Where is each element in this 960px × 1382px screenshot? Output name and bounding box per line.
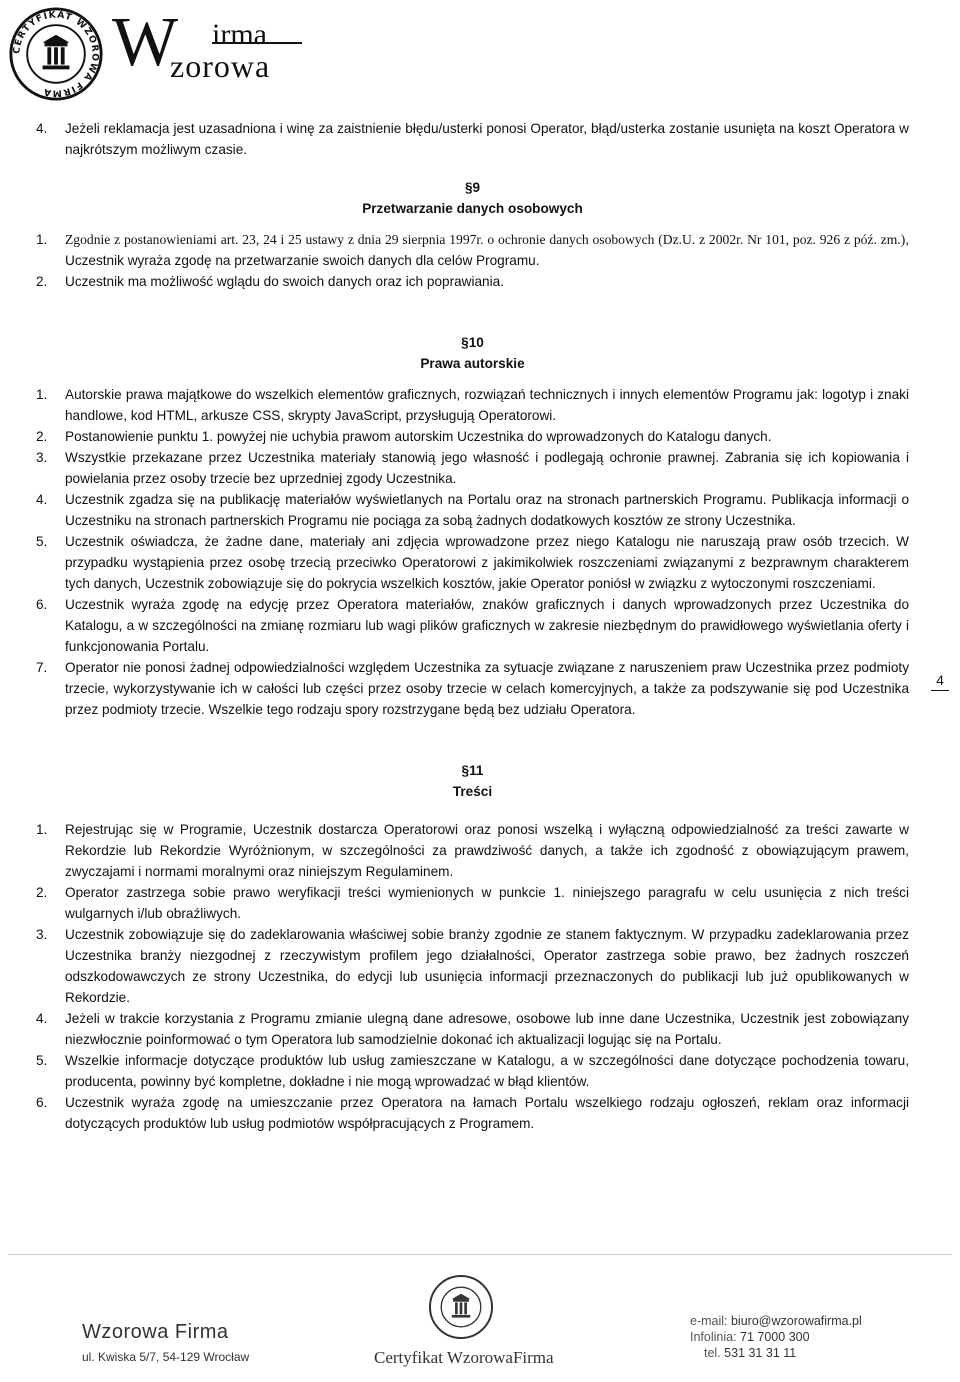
list-item xyxy=(36,118,909,160)
list-item xyxy=(36,489,909,531)
item-text: Uczestnik zobowiązuje się do zadeklarowania właściwej sobie branży zgodnie ze stanem faktycznym. W przypadku zadeklarowania przez Uczestnika branży niezgodnej z rzeczywistym profilem jego działalności, Operator zastrzega sobie prawo, bez żadnych roszczeń odszkodowawczych ze strony Uczestnika, do edycji lub usunięcia informacji przeznaczonych do publikacji lub już opublikowanych w Rekordzie. xyxy=(65,927,909,1005)
item-text: Uczestnik ma możliwość wglądu do swoich danych oraz ich poprawiania. xyxy=(65,274,504,289)
list-item xyxy=(36,882,909,924)
item-number: 6. xyxy=(36,1095,48,1110)
list-item xyxy=(36,1050,909,1092)
item-number: 5. xyxy=(36,534,48,549)
page-header xyxy=(0,0,960,100)
item-number: 1. xyxy=(36,822,48,837)
item-text-part: Zgodnie z postanowieniami art. 23, 24 i 25 ustawy z dnia 29 sierpnia 1997r. o ochronie danych osobowych (Dz.U. z 2002r. Nr 101, poz. 926 z póź. zm.) xyxy=(65,232,906,247)
section-title: Prawa autorskie xyxy=(420,356,525,371)
footer-company-name: Wzorowa Firma xyxy=(82,1321,229,1343)
section-number: §11 xyxy=(461,763,484,778)
item-number: 6. xyxy=(36,597,48,612)
brand-firma: irma xyxy=(212,18,267,51)
email-label: e-mail: xyxy=(690,1314,731,1328)
brand-w: W xyxy=(112,4,173,81)
list-item xyxy=(36,426,909,447)
footer-contact xyxy=(690,1313,862,1361)
item-number: 3. xyxy=(36,450,48,465)
item-number: 1. xyxy=(36,232,48,247)
item-text: Uczestnik zgadza się na publikację materiałów wyświetlanych na Portalu oraz na stronach partnerskich Programu. Publikacja informacji o Uczestniku na stronach partnerskich Programu nie pociąga za sobą żadnych dodatkowych kosztów ze strony Uczestnika. xyxy=(65,492,909,528)
item-text: Operator zastrzega sobie prawo weryfikacji treści wymienionych w punkcie 1. niniejszego paragrafu w celu usunięcia z nich treści wulgarnych i/lub obraźliwych. xyxy=(65,885,909,921)
item-number: 5. xyxy=(36,1053,48,1068)
footer-address: ul. Kwiska 5/7, 54-129 Wrocław xyxy=(82,1350,250,1364)
item-number: 4. xyxy=(36,492,48,507)
phone-label: Infolinia: xyxy=(690,1330,741,1344)
list-item xyxy=(36,447,909,489)
page-number: 4 xyxy=(931,672,949,691)
list-item xyxy=(36,1008,909,1050)
brand-zorowa: zorowa xyxy=(170,48,271,84)
list-item xyxy=(36,531,909,594)
item-text: Autorskie prawa majątkowe do wszelkich elementów graficznych, rozwiązań technicznych i innych elementów Programu jak: logotyp i znaki handlowe, kod HTML, arkusze CSS, skrypty JavaScript, przysługują Operatorowi. xyxy=(65,387,909,423)
phone-value: 71 7000 300 xyxy=(740,1330,810,1344)
footer-seal-logo xyxy=(428,1274,494,1340)
item-text: Jeżeli reklamacja jest uzasadniona i winę za zaistnienie błędu/usterki ponosi Operator, błąd/usterka zostanie usunięta na koszt Operatora w najkrótszym możliwym czasie. xyxy=(65,121,909,157)
brand-logo xyxy=(112,6,302,86)
item-number: 4. xyxy=(36,121,48,136)
item-text: Wszystkie przekazane przez Uczestnika materiały stanowią jego własność i podlegają ochronie prawnej. Zabrania się ich kopiowania i powielania przez osoby trzecie bez uprzedniej zgody Uczestnika. xyxy=(65,450,909,486)
item-number: 1. xyxy=(36,387,48,402)
list-item xyxy=(36,1092,909,1134)
item-text xyxy=(65,229,909,271)
item-number: 3. xyxy=(36,927,48,942)
item-number: 4. xyxy=(36,1011,48,1026)
section-number: §10 xyxy=(461,335,484,350)
certificate-seal-logo xyxy=(8,6,104,102)
list-item xyxy=(36,819,909,882)
list-item xyxy=(36,229,909,271)
item-text: Operator nie ponosi żadnej odpowiedzialności względem Uczestnika za sytuacje związane z naruszeniem praw Uczestnika przez podmioty trzecie, wykorzystywanie ich w całości lub części przez osoby trzecie w celach komercyjnych, a także za podszywanie się pod Uczestnika przez podmioty trzecie. Wszelkie tego rodzaju spory rozstrzygane będą bez udziału Operatora. xyxy=(65,660,909,717)
footer-email-row xyxy=(690,1313,862,1329)
item-text: Rejestrując się w Programie, Uczestnik dostarcza Operatorowi oraz ponosi wszelką i wyłączną odpowiedzialność za treści zawarte w Rekordzie lub Rekordzie Wyróżnionym, w szczególności za prawdziwość danych, a także ich zgodność z obowiązującym prawem, zwyczajami i normami moralnymi oraz niniejszym Regulaminem. xyxy=(65,822,909,879)
footer-certificate-label: Certyfikat WzorowaFirma xyxy=(374,1348,554,1367)
tel-value: 531 31 31 11 xyxy=(724,1346,797,1360)
item-text: Jeżeli w trakcie korzystania z Programu zmianie ulegną dane adresowe, osobowe lub inne dane Uczestnika, Uczestnik jest zobowiązany niezwłocznie poinformować o tym Operatora lub samodzielnie dokonać ich aktualizacji logując się na Portalu. xyxy=(65,1011,909,1047)
item-text-part: , Uczestnik wyraża zgodę na przetwarzanie swoich danych dla celów Programu. xyxy=(65,232,909,268)
list-item xyxy=(36,657,909,720)
item-number: 7. xyxy=(36,660,48,675)
item-number: 2. xyxy=(36,885,48,900)
item-text: Wszelkie informacje dotyczące produktów lub usług zamieszczane w Katalogu, a w szczególności dane dotyczące pochodzenia towaru, producenta, powinny być kompletne, dokładne i nie mogą wprowadzać w błąd klientów. xyxy=(65,1053,909,1089)
section-title: Przetwarzanie danych osobowych xyxy=(362,201,583,216)
list-item xyxy=(36,271,909,292)
document-body xyxy=(36,118,909,1134)
item-number: 2. xyxy=(36,429,48,444)
footer-divider xyxy=(8,1254,952,1255)
list-item xyxy=(36,384,909,426)
item-text: Uczestnik wyraża zgodę na edycję przez Operatora materiałów, znaków graficznych i danych wprowadzonych przez Uczestnika do Katalogu, a w szczególności na zmianę rozmiaru lub wagi plików graficznych w zakresie niezbędnym do prawidłowego wyświetlania oferty i funkcjonowania Portalu. xyxy=(65,597,909,654)
svg-text:CERTYFIKAT WZOROWA FIRMA: CERTYFIKAT WZOROWA FIRMA xyxy=(12,10,100,98)
tel-label: tel. xyxy=(704,1346,725,1360)
section-number: §9 xyxy=(464,180,481,195)
section-title: Treści xyxy=(452,784,493,799)
footer-tel-row xyxy=(690,1345,862,1361)
item-text: Uczestnik oświadcza, że żadne dane, materiały ani zdjęcia wprowadzone przez niego Katalogu nie naruszają praw osób trzecich. W przypadku wystąpienia przez osobę trzecią przeciwko Operatorowi z jakimikolwiek roszczeniami związanymi z bezprawnym charakterem tych danych, Uczestnik zobowiązuje się do pokrycia wszelkich kosztów, jakie Operator poniósł w związku z wytoczonymi roszczeniami. xyxy=(65,534,909,591)
item-text: Uczestnik wyraża zgodę na umieszczanie przez Operatora na łamach Portalu wszelkiego rodzaju ogłoszeń, reklam oraz informacji dotyczących produktów lub usług podmiotów współpracujących z Programem. xyxy=(65,1095,909,1131)
list-item xyxy=(36,924,909,1008)
email-value[interactable]: biuro@wzorowafirma.pl xyxy=(730,1314,862,1328)
item-text: Postanowienie punktu 1. powyżej nie uchybia prawom autorskim Uczestnika do wprowadzonych do Katalogu danych. xyxy=(65,429,772,444)
item-number: 2. xyxy=(36,274,48,289)
list-item xyxy=(36,594,909,657)
footer-phone-row xyxy=(690,1329,862,1345)
